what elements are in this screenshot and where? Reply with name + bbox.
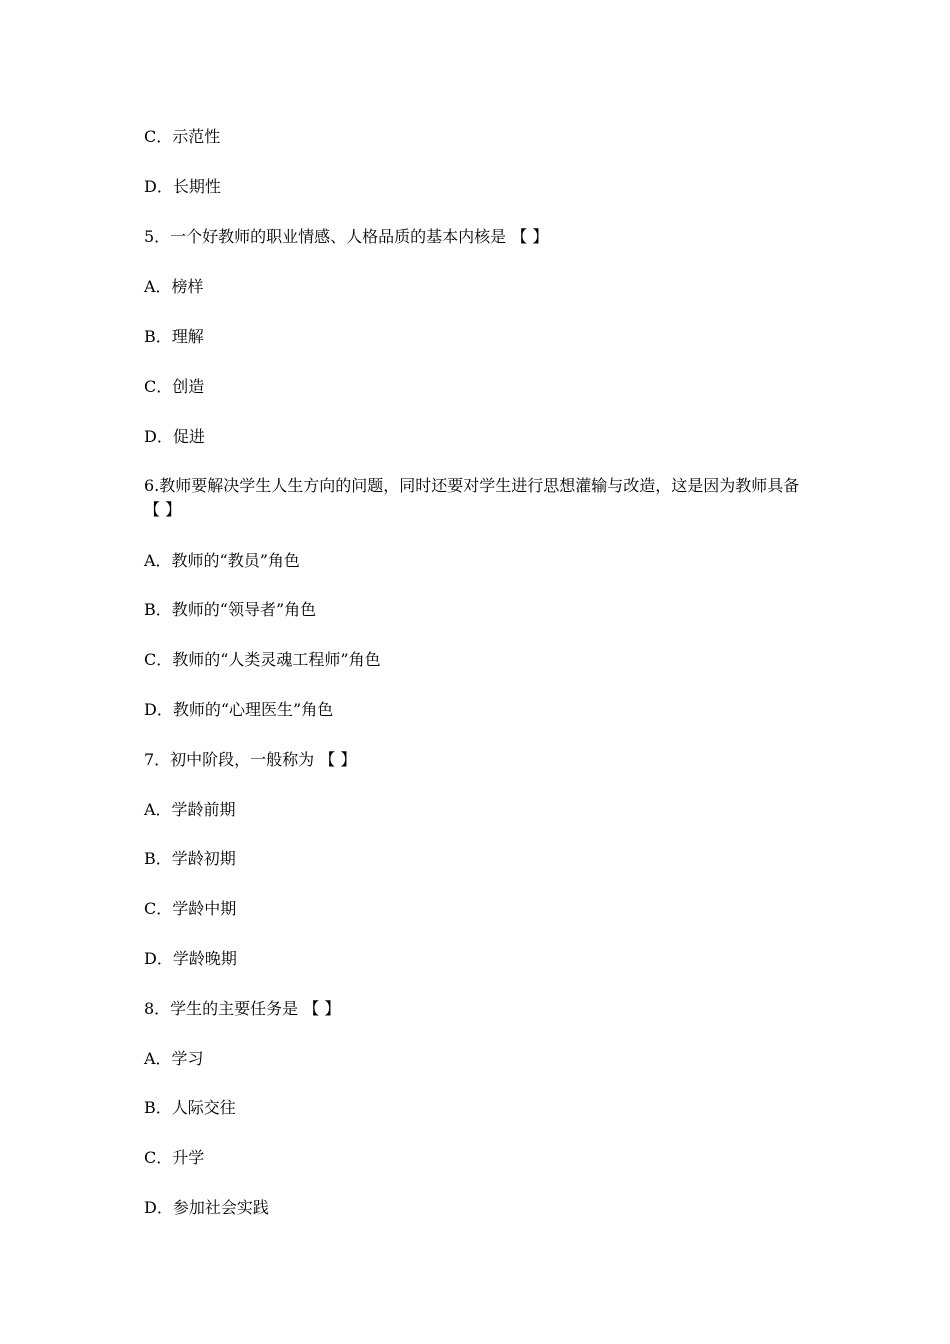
option-a-q8: A．学习 <box>144 1049 204 1068</box>
option-d-q4: D．长期性 <box>144 177 221 196</box>
option-a-q5: A．榜样 <box>144 277 204 296</box>
option-a-q7: A．学龄前期 <box>144 800 236 819</box>
option-c-q8: C．升学 <box>144 1148 205 1167</box>
option-d-q8: D．参加社会实践 <box>144 1198 269 1217</box>
option-d-q7: D．学龄晚期 <box>144 949 237 968</box>
option-c-q4: C．示范性 <box>144 127 221 146</box>
option-d-q5: D．促进 <box>144 427 205 446</box>
question-8: 8．学生的主要任务是 【 】 <box>144 999 341 1018</box>
question-5: 5．一个好教师的职业情感、人格品质的基本内核是 【 】 <box>144 227 549 246</box>
option-b-q7: B．学龄初期 <box>144 849 236 868</box>
option-b-q5: B．理解 <box>144 327 204 346</box>
question-6: 6.教师要解决学生人生方向的问题，同时还要对学生进行思想灌输与改造，这是因为教师具备 【 】 <box>144 476 800 519</box>
option-c-q6: C．教师的“人类灵魂工程师”角色 <box>144 650 381 669</box>
option-b-q6: B．教师的“领导者”角色 <box>144 600 317 619</box>
option-d-q6: D．教师的“心理医生”角色 <box>144 700 334 719</box>
option-c-q5: C．创造 <box>144 377 205 396</box>
option-c-q7: C．学龄中期 <box>144 899 237 918</box>
option-b-q8: B．人际交往 <box>144 1098 236 1117</box>
option-a-q6: A．教师的“教员”角色 <box>144 551 300 570</box>
question-7: 7．初中阶段，一般称为 【 】 <box>144 750 357 769</box>
